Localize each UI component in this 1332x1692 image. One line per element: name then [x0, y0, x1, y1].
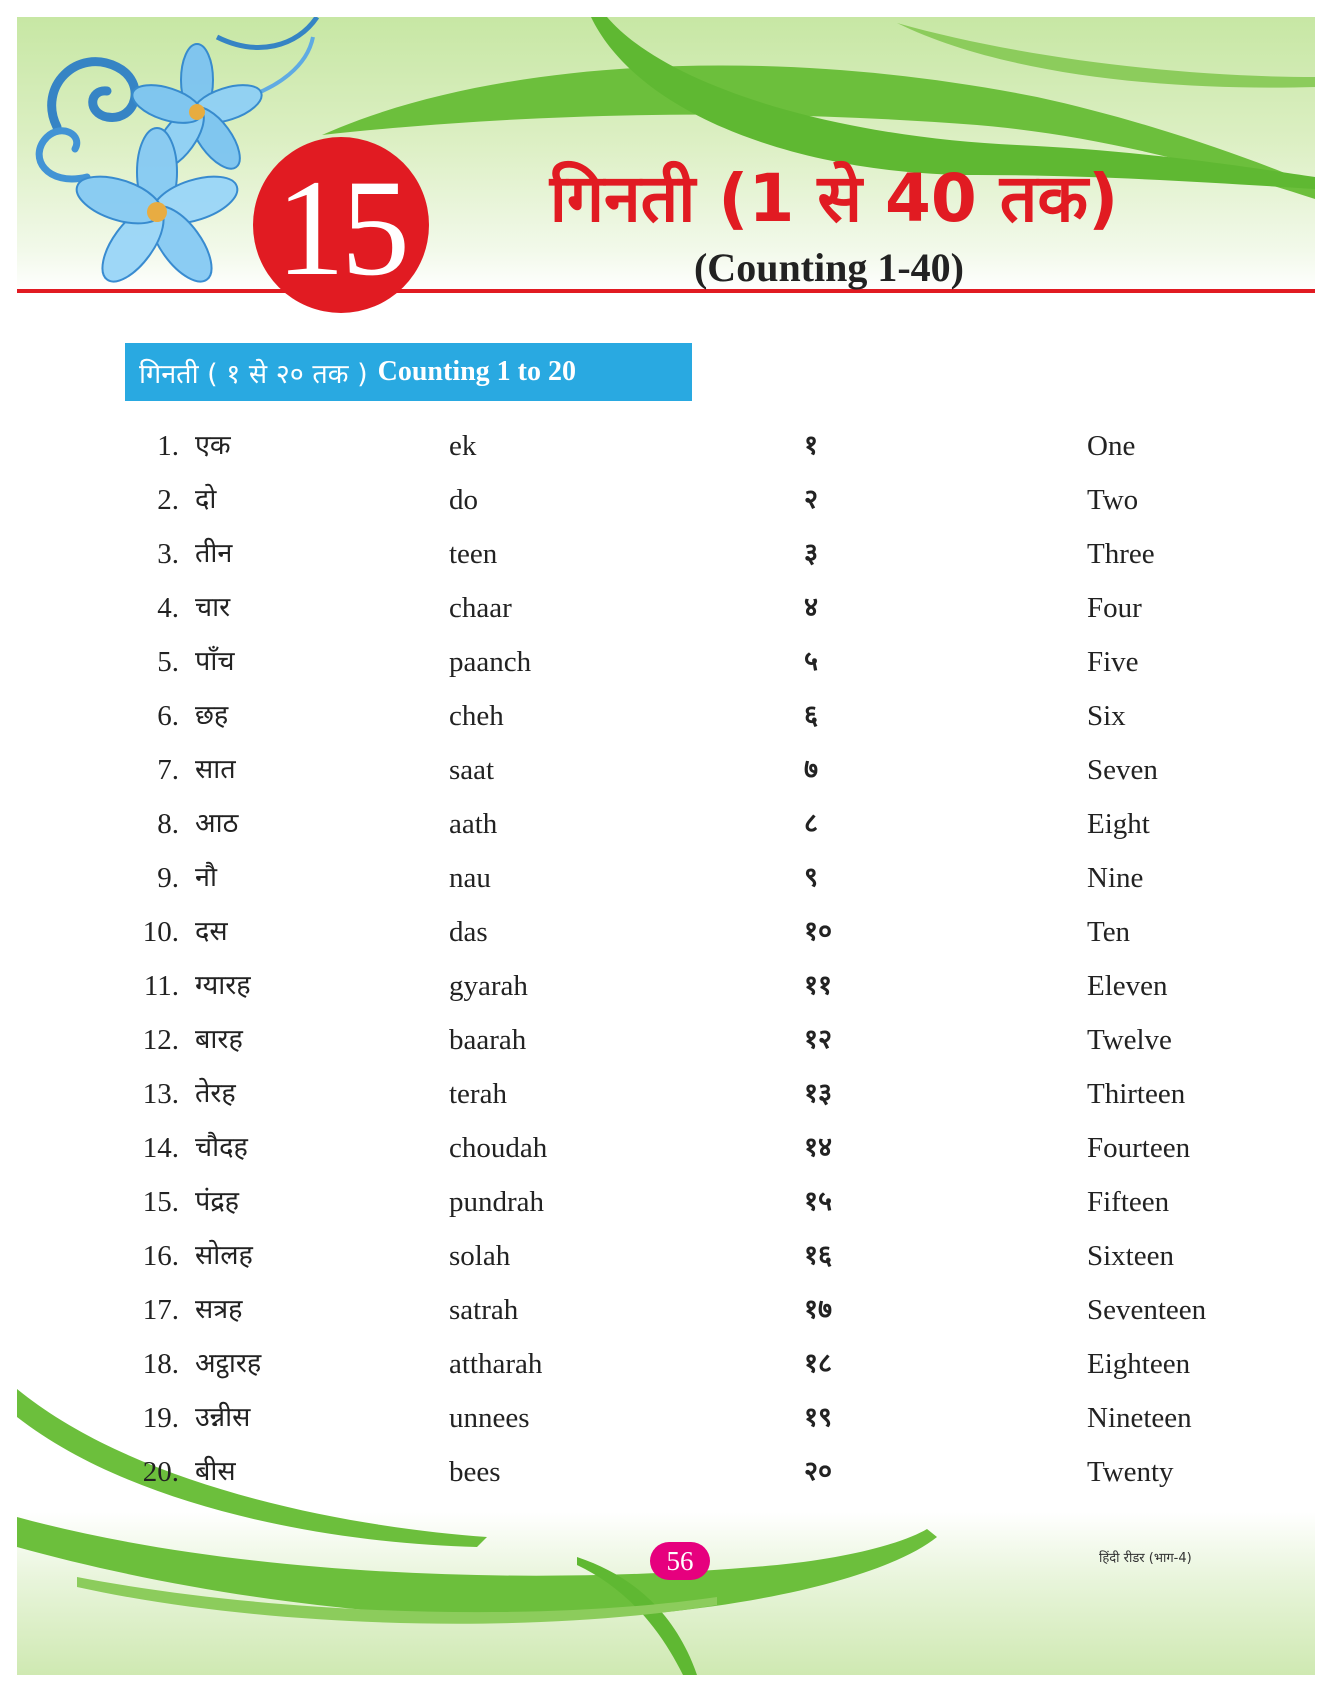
transliteration: cheh: [449, 700, 504, 732]
english-word: Two: [1087, 484, 1139, 516]
row-number: 8.: [157, 808, 179, 840]
devanagari-numeral: १७: [804, 1294, 833, 1325]
english-word: Sixteen: [1087, 1240, 1174, 1272]
row-number: 19.: [142, 1402, 179, 1434]
devanagari-numeral: ७: [804, 754, 819, 785]
table-row: [17, 689, 1315, 743]
hindi-word: एक: [195, 430, 231, 461]
table-row: [17, 473, 1315, 527]
transliteration: nau: [449, 862, 491, 894]
english-word: Nine: [1087, 862, 1144, 894]
devanagari-numeral: २०: [804, 1456, 833, 1487]
row-number: 5.: [157, 646, 179, 678]
devanagari-numeral: १२: [804, 1024, 833, 1055]
table-row: [17, 1067, 1315, 1121]
table-row: [17, 905, 1315, 959]
row-number: 2.: [157, 484, 179, 516]
devanagari-numeral: ६: [804, 700, 819, 731]
hindi-word: आठ: [195, 808, 239, 839]
hindi-word: दो: [195, 484, 217, 515]
devanagari-numeral: १०: [804, 916, 833, 947]
transliteration: paanch: [449, 646, 532, 678]
transliteration: unnees: [449, 1402, 530, 1434]
english-word: Ten: [1087, 916, 1131, 948]
table-row: [17, 1229, 1315, 1283]
hindi-word: छह: [195, 700, 229, 731]
chapter-badge: [253, 137, 429, 313]
leaf-swoosh: [897, 23, 1315, 88]
transliteration: gyarah: [449, 970, 528, 1002]
english-word: Twelve: [1087, 1024, 1172, 1056]
hindi-word: चार: [195, 592, 231, 623]
english-word: Thirteen: [1087, 1078, 1186, 1110]
table-row: [17, 419, 1315, 473]
transliteration: saat: [449, 754, 495, 786]
english-word: Three: [1087, 538, 1155, 570]
page-title-hindi: गिनती (1 से 40 तक): [549, 160, 1119, 237]
table-row: [17, 1445, 1315, 1499]
hindi-word: सत्रह: [195, 1294, 243, 1325]
row-number: 3.: [157, 538, 179, 570]
row-number: 17.: [142, 1294, 179, 1326]
transliteration: bees: [449, 1456, 501, 1488]
devanagari-numeral: ४: [804, 592, 819, 623]
table-row: [17, 797, 1315, 851]
devanagari-numeral: १४: [804, 1132, 833, 1163]
english-word: Nineteen: [1087, 1402, 1192, 1434]
english-word: Seventeen: [1087, 1294, 1207, 1326]
devanagari-numeral: ५: [804, 646, 819, 677]
transliteration: choudah: [449, 1132, 548, 1164]
english-word: One: [1087, 430, 1136, 462]
hindi-word: बीस: [195, 1456, 236, 1487]
hindi-word: तेरह: [195, 1078, 236, 1109]
devanagari-numeral: १: [804, 430, 819, 461]
row-number: 14.: [142, 1132, 179, 1164]
devanagari-numeral: १३: [804, 1078, 833, 1109]
row-number: 1.: [157, 430, 179, 462]
devanagari-numeral: १५: [804, 1186, 833, 1217]
row-number: 15.: [142, 1186, 179, 1218]
page-number-badge: 56: [650, 1542, 710, 1580]
row-number: 6.: [157, 700, 179, 732]
hindi-word: पंद्रह: [195, 1186, 240, 1217]
chapter-number: 15: [276, 151, 406, 304]
leaf-swoosh: [17, 1517, 937, 1618]
book-page: [17, 17, 1315, 1675]
table-row: [17, 635, 1315, 689]
english-word: Twenty: [1087, 1456, 1174, 1488]
book-title: हिंदी रीडर (भाग-4): [1099, 1551, 1192, 1566]
hindi-word: पाँच: [195, 646, 235, 677]
section-title-english: Counting 1 to 20: [377, 356, 576, 387]
table-row: [17, 743, 1315, 797]
row-number: 10.: [142, 916, 179, 948]
hindi-word: अट्ठारह: [195, 1348, 262, 1379]
devanagari-numeral: २: [804, 484, 819, 515]
hindi-word: सात: [195, 754, 236, 785]
devanagari-numeral: १८: [804, 1348, 833, 1379]
english-word: Five: [1087, 646, 1139, 678]
english-word: Fourteen: [1087, 1132, 1191, 1164]
devanagari-numeral: ३: [804, 538, 819, 569]
hindi-word: बारह: [195, 1024, 243, 1055]
row-number: 12.: [142, 1024, 179, 1056]
devanagari-numeral: ९: [804, 862, 819, 893]
table-row: [17, 1013, 1315, 1067]
transliteration: baarah: [449, 1024, 527, 1056]
table-row: [17, 581, 1315, 635]
section-title-hindi: गिनती ( १ से २० तक ): [139, 358, 368, 390]
english-word: Fifteen: [1087, 1186, 1170, 1218]
english-word: Eighteen: [1087, 1348, 1191, 1380]
row-number: 11.: [143, 970, 179, 1002]
hindi-word: नौ: [195, 862, 217, 893]
devanagari-numeral: १६: [804, 1240, 833, 1271]
transliteration: do: [449, 484, 478, 516]
section-banner: [125, 343, 692, 401]
hindi-word: तीन: [195, 538, 233, 569]
table-row: [17, 1175, 1315, 1229]
hindi-word: उन्नीस: [195, 1402, 251, 1433]
table-row: [17, 527, 1315, 581]
english-word: Eleven: [1087, 970, 1168, 1002]
hindi-word: ग्यारह: [195, 970, 251, 1001]
transliteration: chaar: [449, 592, 512, 624]
table-row: [17, 1337, 1315, 1391]
row-number: 16.: [142, 1240, 179, 1272]
table-row: [17, 1121, 1315, 1175]
transliteration: aath: [449, 808, 498, 840]
row-number: 7.: [157, 754, 179, 786]
table-row: [17, 851, 1315, 905]
table-row: [17, 1391, 1315, 1445]
table-row: [17, 1283, 1315, 1337]
english-word: Seven: [1087, 754, 1158, 786]
table-row: [17, 959, 1315, 1013]
devanagari-numeral: १९: [804, 1402, 833, 1433]
english-word: Eight: [1087, 808, 1150, 840]
row-number: 4.: [157, 592, 179, 624]
page-title-english: (Counting 1-40): [693, 245, 965, 290]
hindi-word: सोलह: [195, 1240, 253, 1271]
english-word: Four: [1087, 592, 1142, 624]
english-word: Six: [1087, 700, 1126, 732]
hindi-word: चौदह: [195, 1132, 248, 1163]
transliteration: solah: [449, 1240, 511, 1272]
transliteration: satrah: [449, 1294, 519, 1326]
transliteration: das: [449, 916, 488, 948]
row-number: 20.: [142, 1456, 179, 1488]
devanagari-numeral: ११: [804, 970, 833, 1001]
row-number: 9.: [157, 862, 179, 894]
transliteration: teen: [449, 538, 498, 570]
transliteration: ek: [449, 430, 477, 462]
transliteration: terah: [449, 1078, 507, 1110]
transliteration: attharah: [449, 1348, 543, 1380]
row-number: 18.: [142, 1348, 179, 1380]
row-number: 13.: [142, 1078, 179, 1110]
hindi-word: दस: [195, 916, 228, 947]
devanagari-numeral: ८: [804, 808, 819, 839]
transliteration: pundrah: [449, 1186, 545, 1218]
